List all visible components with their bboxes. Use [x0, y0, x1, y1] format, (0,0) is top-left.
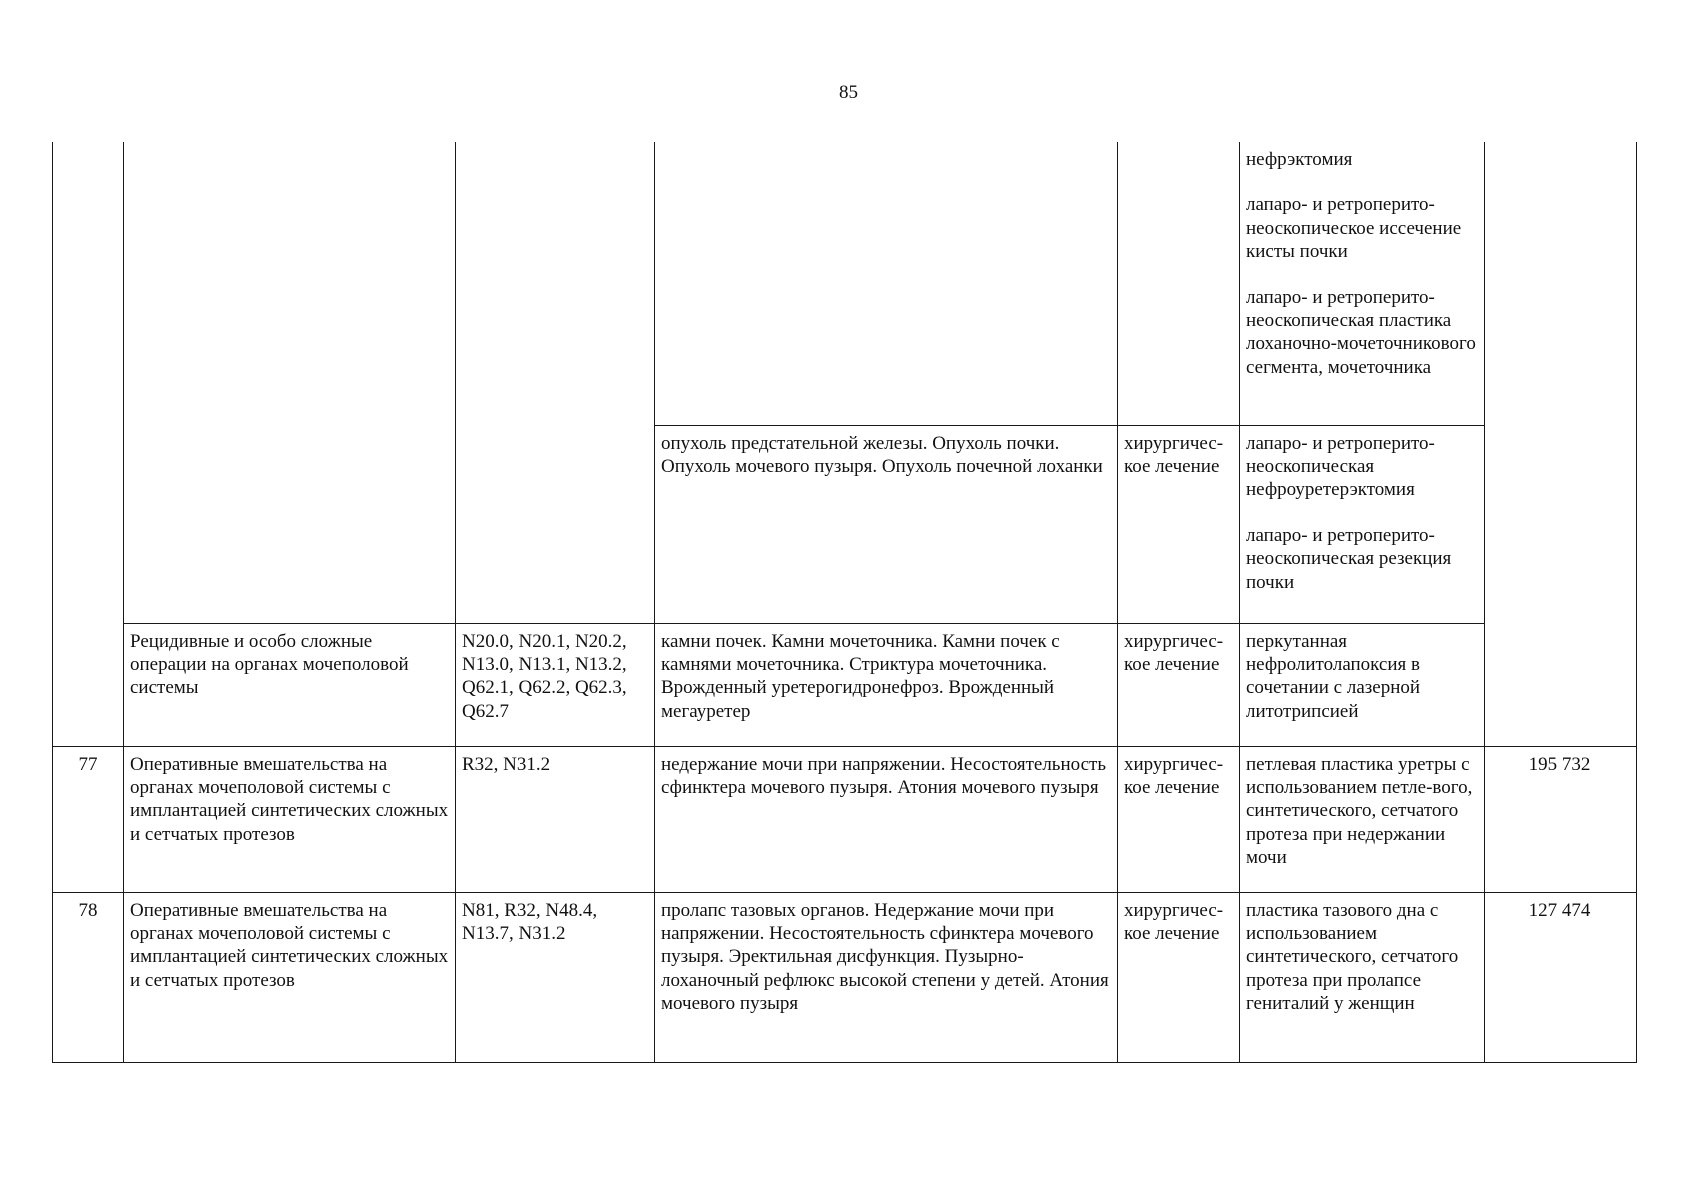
row-number-cell [53, 142, 124, 746]
diagnosis-cell: опухоль предстательной железы. Опухоль почки. Опухоль мочевого пузыря. Опухоль почечной лоханки [655, 425, 1118, 623]
price-cell: 127 474 [1485, 892, 1637, 1062]
treatment-cell: хирургичес-кое лечение [1118, 892, 1240, 1062]
price-cell [1485, 142, 1637, 746]
group-cell: Оперативные вмешательства на органах мочеполовой системы с имплантацией синтетических сложных и сетчатых протезов [124, 892, 456, 1062]
group-cell [124, 142, 456, 623]
method-text: нефрэктомия [1246, 149, 1353, 170]
diagnosis-cell: камни почек. Камни мочеточника. Камни почек с камнями мочеточника. Стриктура мочеточника. Врожденный уретерогидронефроз. Врожденный мегауретер [655, 623, 1118, 746]
method-text: перкутанная нефролитолапоксия в сочетании с лазерной литотрипсией [1246, 630, 1421, 722]
methods-cell [1240, 142, 1485, 425]
procedures-table-wrapper [52, 142, 1636, 1063]
treatment-cell [1118, 142, 1240, 425]
method-text: пластика тазового дна с использованием синтетического, сетчатого протеза при пролапсе гениталий у женщин [1246, 899, 1459, 1015]
diagnosis-cell [655, 142, 1118, 425]
table-row [53, 746, 1637, 892]
group-cell: Рецидивные и особо сложные операции на органах мочеполовой системы [124, 623, 456, 746]
treatment-cell: хирургичес-кое лечение [1118, 425, 1240, 623]
method-text: лапаро- и ретроперито-неоскопическое иссечение кисты почки [1246, 194, 1462, 263]
codes-cell [456, 142, 655, 623]
diagnosis-cell: пролапс тазовых органов. Недержание мочи при напряжении. Несостоятельность сфинктера мочевого пузыря. Эректильная дисфункция. Пузырно-лоханочный рефлюкс высокой степени у детей. Атония мочевого пузыря [655, 892, 1118, 1062]
methods-cell [1240, 746, 1485, 892]
group-cell: Оперативные вмешательства на органах мочеполовой системы с имплантацией синтетических сложных и сетчатых протезов [124, 746, 456, 892]
page-number: 85 [839, 82, 858, 103]
table-row [53, 892, 1637, 1062]
treatment-cell: хирургичес-кое лечение [1118, 746, 1240, 892]
procedures-table [52, 142, 1637, 1063]
method-text: лапаро- и ретроперито-неоскопическая пластика лоханочно-мочеточникового сегмента, мочеточника [1246, 286, 1476, 378]
table-row [53, 623, 1637, 746]
methods-cell [1240, 623, 1485, 746]
method-text: петлевая пластика уретры с использованием петле-вого, синтетического, сетчатого протеза при недержании мочи [1246, 753, 1473, 869]
diagnosis-cell: недержание мочи при напряжении. Несостоятельность сфинктера мочевого пузыря. Атония мочевого пузыря [655, 746, 1118, 892]
treatment-cell: хирургичес-кое лечение [1118, 623, 1240, 746]
codes-cell: R32, N31.2 [456, 746, 655, 892]
row-number-cell: 78 [53, 892, 124, 1062]
method-text: лапаро- и ретроперито-неоскопическая резекция почки [1246, 524, 1452, 593]
codes-cell: N81, R32, N48.4, N13.7, N31.2 [456, 892, 655, 1062]
method-text: лапаро- и ретроперито-неоскопическая нефроуретерэктомия [1246, 432, 1435, 501]
methods-cell [1240, 892, 1485, 1062]
table-row [53, 142, 1637, 425]
codes-cell: N20.0, N20.1, N20.2, N13.0, N13.1, N13.2, Q62.1, Q62.2, Q62.3, Q62.7 [456, 623, 655, 746]
methods-cell [1240, 425, 1485, 623]
price-cell: 195 732 [1485, 746, 1637, 892]
row-number-cell: 77 [53, 746, 124, 892]
